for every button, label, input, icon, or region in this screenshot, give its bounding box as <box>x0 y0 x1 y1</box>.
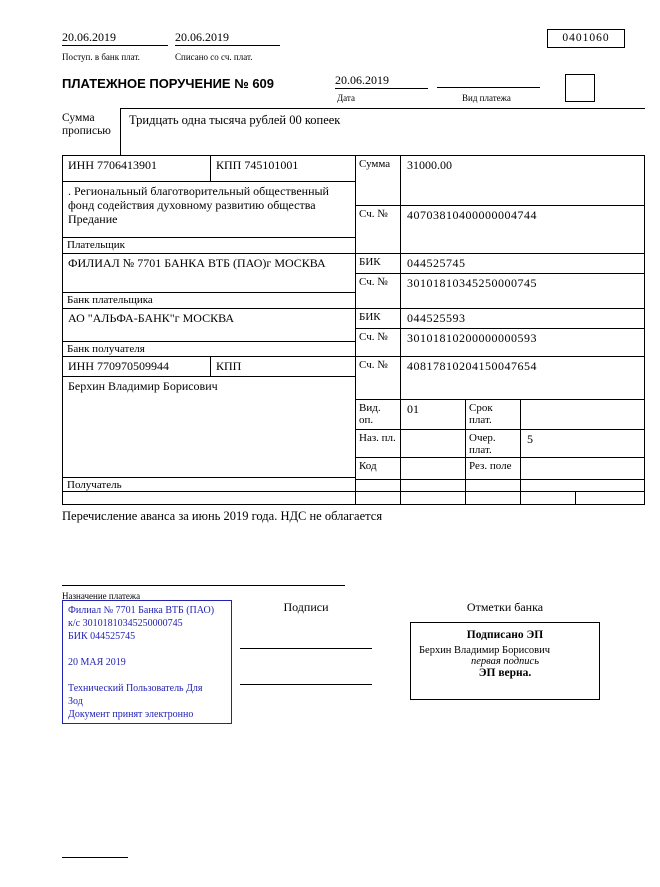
payer-account-value: 40703810400000004744 <box>407 208 537 222</box>
payment-table <box>62 155 645 505</box>
strip-cell <box>466 492 521 504</box>
date-received-field <box>62 30 168 46</box>
reserve-label: Рез. поле <box>466 458 521 479</box>
bank-stamp-box <box>62 600 232 724</box>
payee-bank-bik-label: БИК <box>356 309 401 328</box>
payer-bank-account-label: Сч. № <box>356 274 401 308</box>
payer-band <box>63 156 644 253</box>
payee-section-label: Получатель <box>63 477 355 491</box>
amount-words-value: Тридцать одна тысяча рублей 00 копеек <box>129 113 341 127</box>
amount-words-box <box>120 108 645 155</box>
date-received-label: Поступ. в банк плат. <box>62 52 140 62</box>
payer-bank-bik-label: БИК <box>356 254 401 273</box>
payee-account-label: Сч. № <box>356 357 401 399</box>
stamp-line: Зод <box>68 696 83 707</box>
sum-value: 31000.00 <box>407 158 452 172</box>
purpose-code-label: Наз. пл. <box>356 430 401 457</box>
payee-kpp-label: КПП <box>216 359 242 373</box>
payer-section-label: Плательщик <box>63 237 355 253</box>
payee-account-value: 40817810204150047654 <box>407 359 537 373</box>
payer-bank-name: ФИЛИАЛ № 7701 БАНКА ВТБ (ПАО)г МОСКВА <box>68 256 326 270</box>
esign-title: Подписано ЭП <box>466 629 544 641</box>
esign-verdict: ЭП верна. <box>478 667 532 679</box>
payment-type-field <box>437 73 540 88</box>
payee-bank-section-label: Банк получателя <box>63 341 355 356</box>
payee-bank-band <box>63 308 644 356</box>
payee-bank-account-label: Сч. № <box>356 329 401 356</box>
filler-cell <box>401 480 466 491</box>
sum-label: Сумма <box>356 156 401 205</box>
priority-value: 5 <box>527 432 533 446</box>
purpose-code-value <box>401 430 466 457</box>
document-title: ПЛАТЕЖНОЕ ПОРУЧЕНИЕ № 609 <box>62 76 275 91</box>
due-date-value <box>521 400 644 429</box>
stamp-line: БИК 044525745 <box>68 631 136 642</box>
op-type-label: Вид. оп. <box>356 400 401 429</box>
esign-subtitle: первая подпись <box>470 656 539 667</box>
strip-cell <box>63 492 356 504</box>
code-value <box>401 458 466 479</box>
op-type-value: 01 <box>401 400 466 429</box>
filler-cell <box>521 480 644 491</box>
payer-bank-band <box>63 253 644 308</box>
reserve-value <box>521 458 644 479</box>
filler-cell <box>466 480 521 491</box>
stamp-line: 20 МАЯ 2019 <box>68 657 126 668</box>
esign-name: Берхин Владимир Борисович <box>419 645 550 656</box>
bank-marks-label: Отметки банка <box>466 600 544 614</box>
stamp-line: к/с 30101810345250000745 <box>68 618 183 629</box>
payer-bank-bik-value: 044525745 <box>407 256 466 270</box>
purpose-text: Перечисление аванса за июнь 2019 года. НДС не облагается <box>62 509 383 523</box>
esign-box <box>410 622 600 700</box>
purpose-label: Назначение платежа <box>62 591 141 601</box>
payee-bank-account-value: 30101810200000000593 <box>407 331 537 345</box>
payee-bank-bik-value: 044525593 <box>407 311 466 325</box>
stamp-line: Филиал № 7701 Банка ВТБ (ПАО) <box>68 605 215 616</box>
payer-bank-account-value: 30101810345250000745 <box>407 276 537 290</box>
signature-line-1 <box>240 648 372 649</box>
payer-bank-section-label: Банк плательщика <box>63 292 355 308</box>
filler-cell <box>356 480 401 491</box>
stamp-line: Документ принят электронно <box>68 709 194 720</box>
doc-date-value: 20.06.2019 <box>335 73 389 87</box>
strip-cell <box>576 492 644 504</box>
doc-date-label: Дата <box>337 93 355 103</box>
seal-place-line <box>62 857 128 858</box>
form-code-box: 0401060 <box>547 29 625 48</box>
date-received-value: 20.06.2019 <box>62 30 116 44</box>
doc-date-field <box>335 73 428 89</box>
code-label: Код <box>356 458 401 479</box>
priority-label: Очер. плат. <box>466 430 521 457</box>
due-date-label: Срок плат. <box>466 400 521 429</box>
strip-cell <box>521 492 576 504</box>
payer-kpp: КПП 745101001 <box>216 158 299 172</box>
payer-inn: ИНН 7706413901 <box>63 156 211 181</box>
strip-cell <box>401 492 466 504</box>
amount-words-label: Сумма прописью <box>62 112 111 137</box>
strip-cell <box>356 492 401 504</box>
date-debited-label: Списано со сч. плат. <box>175 52 253 62</box>
payee-name: Берхин Владимир Борисович <box>68 379 218 393</box>
payee-band <box>63 356 644 491</box>
payment-type-box <box>565 74 595 102</box>
empty-strip-row <box>63 491 644 504</box>
signature-line-2 <box>240 684 372 685</box>
signatures-label: Подписи <box>283 600 329 614</box>
payee-bank-name: АО "АЛЬФА-БАНК"г МОСКВА <box>68 311 235 325</box>
payer-name: . Региональный благотворительный общественный фонд содействия духовному развитию общества Предание <box>68 184 329 226</box>
payee-inn: ИНН 770970509944 <box>63 357 211 376</box>
payment-type-label: Вид платежа <box>462 93 511 103</box>
date-debited-field <box>175 30 280 46</box>
date-debited-value: 20.06.2019 <box>175 30 229 44</box>
stamp-line: Технический Пользователь Для <box>68 683 203 694</box>
payer-account-label: Сч. № <box>356 206 401 253</box>
